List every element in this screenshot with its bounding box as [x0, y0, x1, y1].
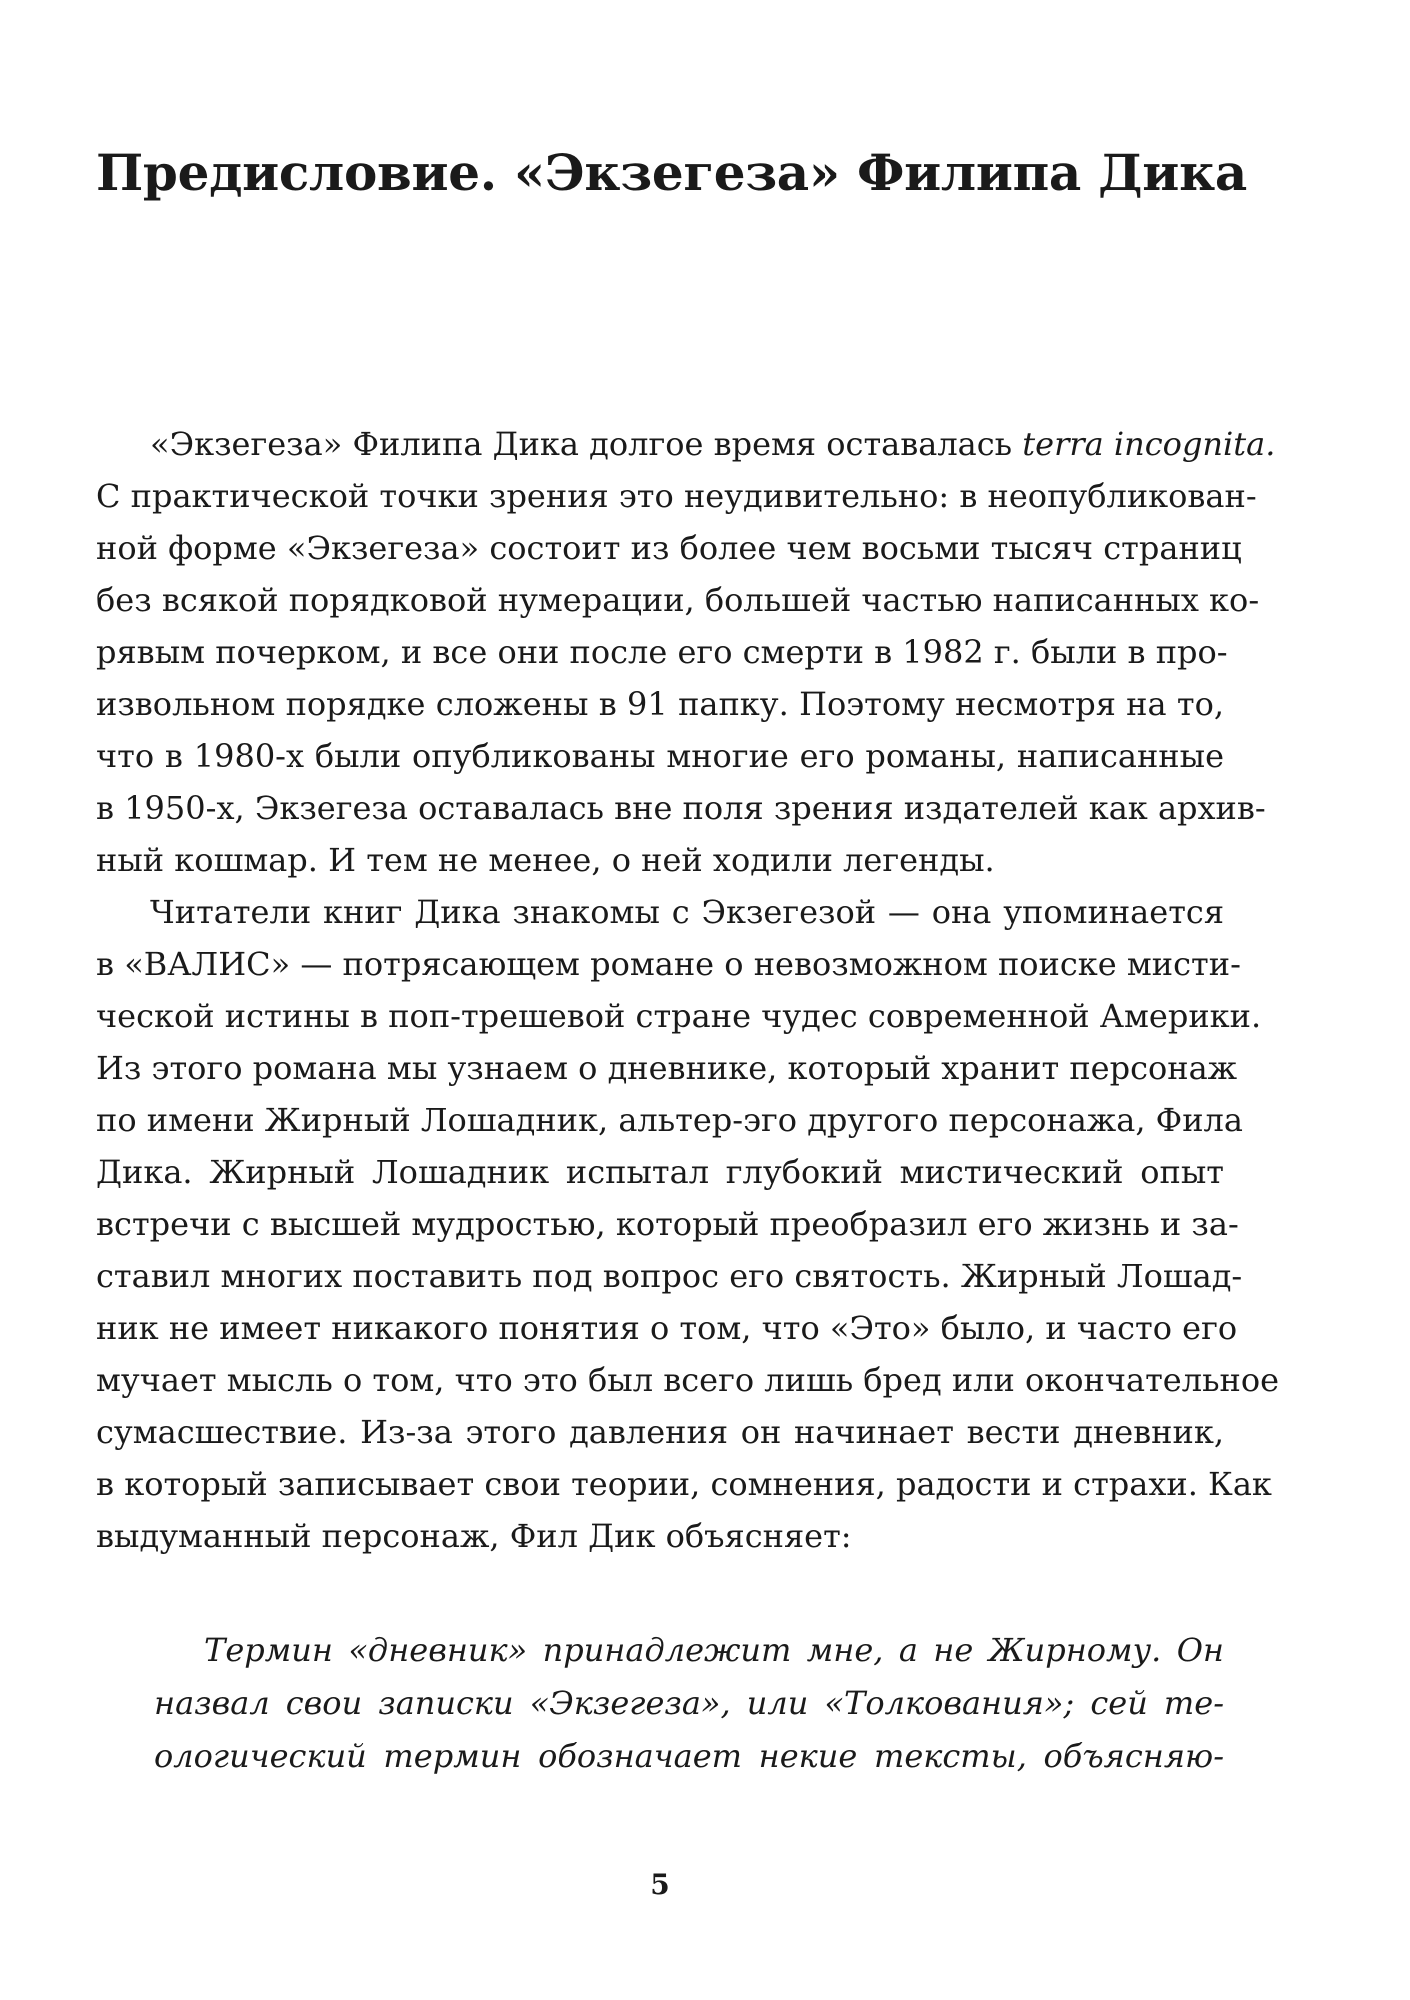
quote-line: ологический термин обозначает некие тексты, объясняю- — [154, 1737, 1224, 1775]
text-line: встречи с высшей мудростью, который преобразил его жизнь и за- — [96, 1205, 1239, 1243]
quote-line: назвал свои записки «Экзегеза», или «Толкования»; сей те- — [154, 1684, 1224, 1722]
page-title: Предисловие. «Экзегеза» Филипа Дика — [96, 143, 1247, 202]
text-line: в который записывает свои теории, сомнения, радости и страхи. Как — [96, 1465, 1272, 1503]
text-line: Дика. Жирный Лошадник испытал глубокий мистический опыт — [96, 1153, 1224, 1191]
text-line: по имени Жирный Лошадник, альтер-эго другого персонажа, Фила — [96, 1101, 1243, 1139]
text-line: Из этого романа мы узнаем о дневнике, который хранит персонаж — [96, 1049, 1238, 1087]
text-line: ник не имеет никакого понятия о том, что «Это» было, и часто его — [96, 1309, 1238, 1347]
text-line: извольном порядке сложены в 91 папку. Поэтому несмотря на то, — [96, 685, 1224, 723]
text-line: что в 1980-х были опубликованы многие его романы, написанные — [96, 737, 1224, 775]
quote-line: Термин «дневник» принадлежит мне, а не Жирному. Он — [204, 1631, 1224, 1669]
text-line: рявым почерком, и все они после его смерти в 1982 г. были в про- — [96, 633, 1228, 671]
text-line: ческой истины в поп-трешевой стране чудес современной Америки. — [96, 997, 1262, 1035]
body-text — [96, 418, 1280, 1562]
text-line: С практической точки зрения это неудивительно: в неопубликован- — [96, 477, 1257, 515]
paragraph-1-italic-term: terra incognita. — [1022, 425, 1276, 463]
text-line: ной форме «Экзегеза» состоит из более чем восьми тысяч страниц — [96, 529, 1242, 567]
text-line: в «ВАЛИС» — потрясающем романе о невозможном поиске мисти- — [96, 945, 1241, 983]
text-line: сумасшествие. Из-за этого давления он начинает вести дневник, — [96, 1413, 1224, 1451]
text-line: выдуманный персонаж, Фил Дик объясняет: — [96, 1517, 852, 1555]
block-quote — [154, 1624, 1224, 1783]
text-line: мучает мысль о том, что это был всего лишь бред или окончательное — [96, 1361, 1280, 1399]
text-line: в 1950-х, Экзегеза оставалась вне поля зрения издателей как архив- — [96, 789, 1266, 827]
page-number: 5 — [650, 1868, 670, 1901]
paragraph-1-line-1-text: «Экзегеза» Филипа Дика долгое время оставалась — [150, 425, 1023, 463]
paragraph-2-line-1: Читатели книг Дика знакомы с Экзегезой — она упоминается — [150, 893, 1224, 931]
paragraph-1-line-1 — [96, 418, 1276, 470]
text-line: без всякой порядковой нумерации, большей частью написанных ко- — [96, 581, 1260, 619]
text-line: ставил многих поставить под вопрос его святость. Жирный Лошад- — [96, 1257, 1243, 1295]
text-line: ный кошмар. И тем не менее, о ней ходили легенды. — [96, 841, 995, 879]
